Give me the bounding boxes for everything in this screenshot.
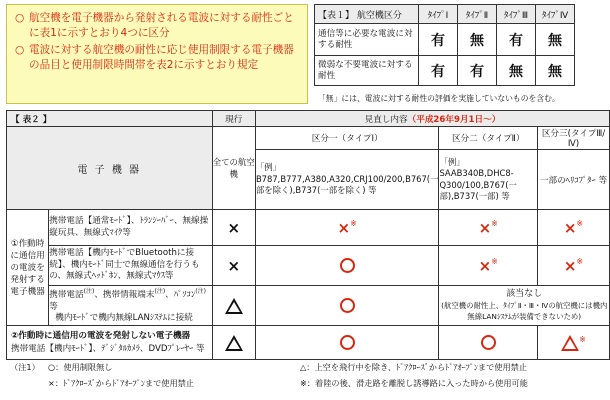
circle-icon <box>340 258 355 273</box>
cat3-cell <box>537 210 609 246</box>
cell: 有 <box>497 24 536 56</box>
summary-note <box>6 4 308 104</box>
circle-bullet-icon: ○ <box>15 44 25 56</box>
group-2-label: ②作動時に通信用の電波を発射しない電子機器 <box>11 330 191 341</box>
legend-asterisk: ※：着陸の後、滑走路を離脱し誘導路に入った時から使用可能 <box>300 378 528 388</box>
cell: 無 <box>458 24 497 56</box>
aircraft-classification-table <box>314 4 575 86</box>
group-2-cell <box>7 326 213 360</box>
group-1-label: ①作動時に通信用の電波を発射する電子機器 <box>7 210 49 326</box>
cat2-cell <box>439 326 538 360</box>
asterisk-icon: ※ <box>491 218 498 228</box>
cross-icon: × <box>563 256 577 275</box>
note-line-1: ○ 航空機を電子機器から発射される電波に対する耐性ごとに表1に示すとおり4つに区分 <box>15 12 294 39</box>
device-row-2: 携帯電話【機内ﾓｰﾄﾞでBluetoothに接続】、機内ﾓｰﾄﾞ同士で無線通信を行うもの、無線式ﾍｯﾄﾞﾎﾝ、無線式ﾏｳｽ等 <box>49 246 212 286</box>
type-2-header: ﾀｲﾌﾟⅡ <box>458 5 497 24</box>
category-3-header: 区分三(タイプⅢ/Ⅳ) <box>537 127 609 150</box>
category-3-examples: 一部のﾍﾘｺﾌﾟﾀｰ 等 <box>537 150 609 210</box>
device-row-3: 携帯電話$^{(注)}$、携帯情報端末$^{(注)}$、ﾊﾟｿｺﾝ$^{(注)}$ 等 機内ﾓｰﾄﾞで機内無線LANｼｽﾃﾑに接続 <box>49 286 212 326</box>
cat2-cell <box>439 210 538 246</box>
asterisk-icon: ※ <box>576 218 584 228</box>
all-aircraft-header: 全ての航空機 <box>212 127 255 210</box>
asterisk-icon: ※ <box>350 218 357 228</box>
category-2-examples: 「例」SAAB340B,DHC8-Q300/100,B767(一部),B737(一部) 等 <box>439 150 538 210</box>
asterisk-icon: ※ <box>576 256 584 266</box>
cross-icon: × <box>337 218 351 237</box>
table1-title: 【表１】 航空機区分 <box>315 5 419 24</box>
cat1-cell <box>255 246 439 286</box>
cat3-cell <box>537 326 609 360</box>
device-restriction-table <box>6 110 610 360</box>
category-1-examples: 「例」B787,B777,A380,A320,CRJ100/200,B767(一部を除く),B737(一部を除く) 等 <box>255 150 439 210</box>
table2-title: 【 表２ 】 <box>7 111 213 127</box>
device-row-1: 携帯電話【通常ﾓｰﾄﾞ】、ﾄﾗﾝｼｰﾊﾞｰ、無線操縦玩具、無線式ﾏｲｸ等 <box>49 210 212 246</box>
legend-circle: ○：使用制限無し <box>48 362 113 372</box>
type-3-header: ﾀｲﾌﾟⅢ <box>497 5 536 24</box>
note-line-2: ○ 電波に対する航空機の耐性に応じ使用制限する電子機器の品目と使用制限時間帯を表2に示すとおり規定 <box>15 44 294 71</box>
cell: 有 <box>458 56 497 86</box>
circle-bullet-icon: ○ <box>15 12 25 24</box>
current-cell <box>212 210 255 246</box>
asterisk-icon: ※ <box>579 334 586 344</box>
asterisk-icon: ※ <box>491 256 498 266</box>
category-1-header: 区分一（タイプⅠ） <box>255 127 439 150</box>
cell: 無 <box>497 56 536 86</box>
table1-footnote: 「無」には、電波に対する耐性の評価を実施していないものを含む。 <box>318 94 560 103</box>
circle-icon <box>481 335 496 350</box>
current-cell <box>212 246 255 286</box>
row-label-weak: 微弱な不要電波に対する耐性 <box>315 56 419 86</box>
revision-header: 見直し内容（平成26年9月1日～） <box>255 111 609 127</box>
legend-note-label: （注1） <box>10 362 40 372</box>
triangle-icon <box>225 298 243 314</box>
type-4-header: ﾀｲﾌﾟⅣ <box>536 5 575 24</box>
cat1-cell <box>255 210 439 246</box>
cell: 無 <box>536 56 575 86</box>
current-cell <box>212 326 255 360</box>
circle-icon <box>340 298 355 313</box>
current-cell <box>212 286 255 326</box>
legend-cross: ×：ﾄﾞｱｸﾛｰｽﾞからﾄﾞｱｵｰﾌﾟﾝまで使用禁止 <box>48 378 195 388</box>
cross-icon: × <box>563 218 577 237</box>
cell: 有 <box>419 24 458 56</box>
cross-icon: × <box>478 218 492 237</box>
device-header: 電 子 機 器 <box>7 127 213 210</box>
triangle-icon <box>561 335 579 351</box>
cross-icon: × <box>478 256 492 275</box>
cat1-cell <box>255 286 439 326</box>
cat3-cell <box>537 246 609 286</box>
triangle-icon <box>225 335 243 351</box>
cat2-cell <box>439 246 538 286</box>
circle-icon <box>340 335 355 350</box>
row-label-comm: 通信等に必要な電波に対する耐性 <box>315 24 419 56</box>
legend-triangle: △：上空を飛行中を除き、ﾄﾞｱｸﾛｰｽﾞからﾄﾞｱｵｰﾌﾟﾝまで使用禁止 <box>300 362 528 372</box>
cell: 有 <box>419 56 458 86</box>
cat1-cell <box>255 326 439 360</box>
category-2-header: 区分二（タイプⅡ） <box>439 127 538 150</box>
type-1-header: ﾀｲﾌﾟⅠ <box>419 5 458 24</box>
cell: 無 <box>536 24 575 56</box>
current-header: 現行 <box>212 111 255 127</box>
cross-icon: × <box>227 256 241 275</box>
not-applicable-cell: 該当なし (航空機の耐性上、ﾀｲﾌﾟⅡ・Ⅲ・Ⅳの航空機には機内無線LANｼｽﾃﾑが装備できないため) <box>439 286 610 326</box>
cross-icon: × <box>227 218 241 237</box>
device-row-4: 携帯電話【機内ﾓｰﾄﾞ】、ﾃﾞｼﾞﾀﾙｶﾒﾗ、DVDﾌﾟﾚｰﾔｰ 等 <box>11 343 205 354</box>
